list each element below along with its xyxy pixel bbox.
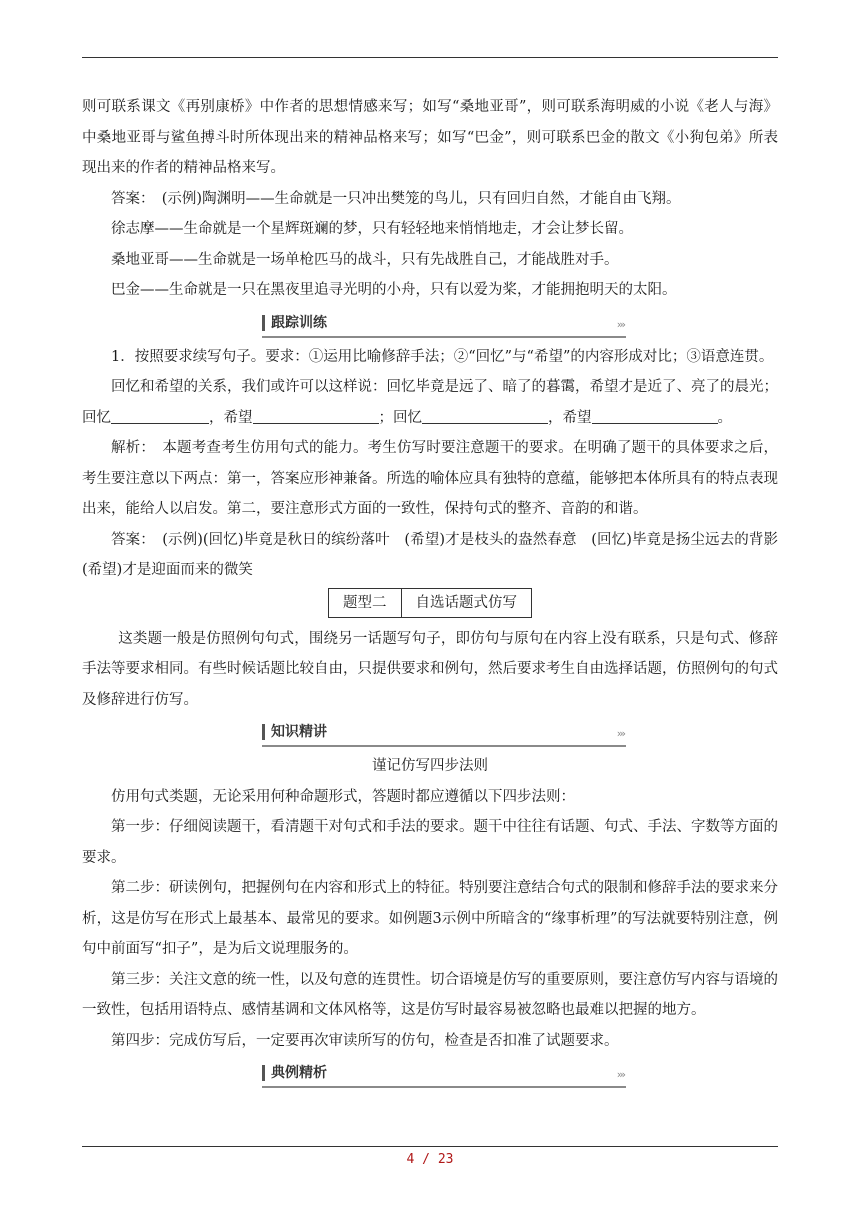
rules-title: 谨记仿写四步法则 — [372, 758, 488, 774]
chevron-right-icon: ››› — [616, 317, 624, 331]
answer-paragraph: 答案： (示例)陶渊明——生命就是一只冲出樊笼的鸟儿，只有回归自然，才能自由飞翔。 — [111, 190, 681, 207]
analysis-paragraph: 解析： 本题考查考生仿用句式的能力。考生仿写时要注意题干的要求。在明确了题干的具体要求之后，考生要注意以下两点：第一，答案应形神兼备。所选的喻体应具有独特的意蕴，能够把本体所具有的特点表现出来，能给人以启发。第二，要注意形式方面的一致性，保持句式的整齐、音韵的和谐。 — [82, 440, 778, 517]
paragraph: 徐志摩——生命就是一个星辉斑斓的梦，只有轻轻地来悄悄地走，才会让梦长留。 — [111, 221, 633, 237]
blank-label: 。 — [717, 409, 732, 426]
section-title: 跟踪训练 — [271, 314, 327, 331]
answer-blank — [253, 407, 379, 424]
section-marker — [262, 1065, 265, 1081]
rules-paragraph: 第三步：关注文意的统一性，以及句意的连贯性。切合语境是仿写的重要原则，要注意仿写内容与语境的一致性，包括用语特点、感情基调和文体风格等，这是仿写时最容易被忽略也最难以把握的地方。 — [82, 971, 778, 1018]
exercise-stem — [82, 372, 778, 433]
current-page: 4 — [406, 1152, 415, 1167]
answer-blank — [592, 407, 718, 424]
answer-paragraph: 答案： (示例)(回忆)毕竟是秋日的缤纷落叶 (希望)才是枝头的盎然春意 (回忆)毕竟是扬尘远去的背影 (希望)才是迎面而来的微笑 — [82, 531, 793, 578]
chevron-right-icon: ››› — [616, 727, 624, 740]
blank-label: ；回忆 — [378, 409, 422, 426]
question-type-box — [82, 586, 778, 624]
page-content — [82, 92, 793, 1092]
section-marker — [262, 315, 265, 331]
section-marker — [262, 724, 265, 740]
rules-paragraph: 第一步：仔细阅读题干，看清题干对句式和手法的要求。题干中往往有话题、句式、手法、字数等方面的要求。 — [82, 819, 778, 866]
footer-rule — [82, 1146, 778, 1147]
answer-blank — [111, 407, 209, 424]
blank-label: 回忆 — [82, 409, 111, 426]
answer-blank — [422, 407, 548, 424]
section-header-knowledge — [262, 719, 626, 747]
section-header-tracking — [262, 310, 626, 338]
section-title: 典例精析 — [271, 1065, 327, 1081]
type-description: 这类题一般是仿照例句句式，围绕另一话题写句子，即仿句与原句在内容上没有联系，只是句式、修辞手法等要求相同。有些时候话题比较自由，只提供要求和例句，然后要求考生自由选择话题，仿照例句的句式及修辞进行仿写。 — [82, 630, 778, 708]
paragraph: 巴金——生命就是一只在黑夜里追寻光明的小舟，只有以爱为桨，才能拥抱明天的太阳。 — [111, 282, 677, 298]
rules-paragraph: 第二步：研读例句，把握例句在内容和形式上的特征。特别要注意结合句式的限制和修辞手法的要求来分析，这是仿写在形式上最基本、最常见的要求。如例题3示例中所暗含的“缘事析理”的写法就要特别注意，例句中前面写“扣子”，是为后文说理服务的。 — [82, 880, 778, 957]
paragraph: 则可联系课文《再别康桥》中作者的思想情感来写；如写“桑地亚哥”，则可联系海明威的小说《老人与海》中桑地亚哥与鲨鱼搏斗时所体现出来的精神品格来写；如写“巴金”，则可联系巴金的散文《小狗包弟》所表现出来的作者的精神品格来写。 — [82, 99, 778, 176]
exercise-question: 1．按照要求续写句子。要求：①运用比喻修辞手法；②“回忆”与“希望”的内容形成对比；③语意连贯。 — [111, 348, 774, 365]
type-label: 题型二 — [329, 588, 402, 617]
section-title: 知识精讲 — [271, 724, 327, 740]
type-name: 自选话题式仿写 — [401, 588, 532, 617]
section-header-examples — [262, 1060, 626, 1088]
document-page — [82, 0, 793, 1216]
rules-paragraph: 第四步：完成仿写后，一定要再次审读所写的仿句，检查是否扣准了试题要求。 — [111, 1032, 619, 1049]
chevron-right-icon: ››› — [616, 1068, 624, 1081]
stem-text: 回忆和希望的关系，我们或许可以这样说：回忆毕竟是远了、暗了的暮霭，希望才是近了、亮了的晨光； — [111, 379, 778, 395]
page-separator: / — [422, 1152, 430, 1167]
rules-paragraph: 仿用句式类题，无论采用何种命题形式，答题时都应遵循以下四步法则： — [111, 788, 575, 805]
blank-label: ，希望 — [209, 409, 253, 426]
paragraph: 桑地亚哥——生命就是一场单枪匹马的战斗，只有先战胜自己，才能战胜对手。 — [111, 251, 619, 268]
header-rule — [82, 57, 778, 58]
page-number — [82, 1152, 778, 1167]
total-pages: 23 — [437, 1152, 454, 1167]
blank-label: ，希望 — [548, 409, 592, 426]
